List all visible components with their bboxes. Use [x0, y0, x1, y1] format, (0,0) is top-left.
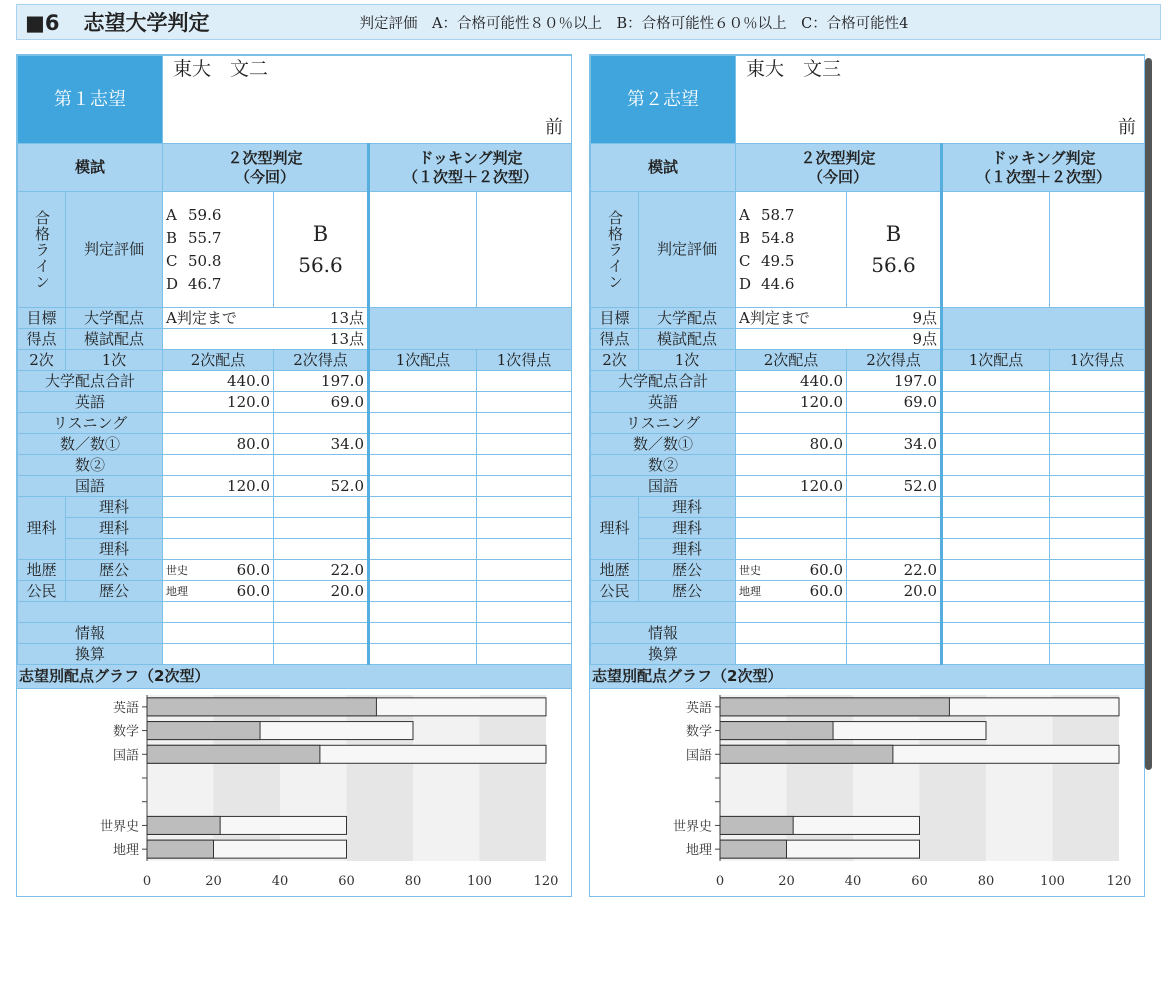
- chart-x-tick-label: 20: [778, 874, 795, 889]
- ichiji-haiten: [942, 518, 1050, 539]
- chart-category-label: 英語: [685, 700, 712, 716]
- chart-band: [347, 695, 414, 861]
- ichiji-haiten: [942, 560, 1050, 581]
- university-cell: [736, 56, 1145, 144]
- moshi-haiten-label: 模試配点: [639, 329, 736, 350]
- niji-tokuten: [274, 623, 369, 644]
- blank-cell: [369, 602, 477, 623]
- ichiji-tokuten: [477, 497, 572, 518]
- subject-label: 英語: [18, 392, 163, 413]
- grade-line: C 49.5: [739, 251, 795, 270]
- niji-haiten: 80.0: [163, 434, 274, 455]
- ichiji-haiten: [942, 539, 1050, 560]
- grade-line: B 54.8: [739, 228, 795, 247]
- niji-tokuten: [274, 497, 369, 518]
- ichiji-tokuten: [1050, 581, 1145, 602]
- tokuten-label: 得点: [591, 329, 639, 350]
- chart-band: [787, 695, 854, 861]
- university-name: 東大 文二: [173, 58, 269, 80]
- chart-bar-score: [147, 745, 320, 763]
- scrollbar[interactable]: [1145, 58, 1152, 770]
- niji-haiten: [163, 455, 274, 476]
- ichiji-haiten: [369, 560, 477, 581]
- niji-tokuten: [274, 539, 369, 560]
- ichiji-haiten: [942, 413, 1050, 434]
- moshi-haiten-label: 模試配点: [66, 329, 163, 350]
- grade-line: D 46.7: [166, 274, 222, 293]
- target-moshi: 9点: [736, 329, 942, 350]
- judgement-table: [17, 55, 572, 665]
- rika-subject-label: 理科: [66, 539, 163, 560]
- rika-subject-label: 理科: [66, 518, 163, 539]
- ichiji-haiten: [942, 476, 1050, 497]
- blank-cell: [847, 602, 942, 623]
- blank-cell: [163, 602, 274, 623]
- niji-haiten-header: 2次配点: [736, 350, 847, 371]
- square-mark: ■: [25, 11, 45, 35]
- chart-bar-score: [720, 722, 833, 740]
- subject-label: 情報: [591, 623, 736, 644]
- mae-label: 前: [545, 117, 564, 138]
- blank-cell: [477, 602, 572, 623]
- ichiji-tokuten: [1050, 518, 1145, 539]
- chart-category-label: 世界史: [672, 819, 712, 835]
- ichiji-haiten: [942, 434, 1050, 455]
- section-title: [17, 7, 209, 37]
- score-bar-chart-svg: [17, 689, 571, 897]
- ichiji-tokuten: [1050, 497, 1145, 518]
- chart-band: [280, 695, 347, 861]
- daigaku-haiten-label: 大学配点: [639, 308, 736, 329]
- ichiji-haiten: [369, 518, 477, 539]
- university-name: 東大 文三: [746, 58, 842, 80]
- judgement-grade: B: [885, 221, 902, 246]
- docking-cell-1: [942, 192, 1050, 308]
- section-header: [16, 4, 1161, 40]
- score-bar-chart: [17, 688, 571, 896]
- subject-label: リスニング: [591, 413, 736, 434]
- chart-band: [147, 695, 214, 861]
- mae-label: 前: [1118, 117, 1137, 138]
- niji-haiten: 世史 60.0: [163, 560, 274, 581]
- chireki-label: 地歴: [591, 560, 639, 581]
- ichiji-tokuten: [477, 434, 572, 455]
- niji-haiten: [163, 644, 274, 665]
- niji-tokuten: [847, 644, 942, 665]
- chart-x-tick-label: 80: [977, 874, 995, 889]
- grade-line: A 59.6: [166, 205, 222, 224]
- shibo-label: 第１志望: [18, 56, 163, 144]
- ichiji-tokuten: [1050, 371, 1145, 392]
- niji-haiten: [163, 413, 274, 434]
- graph-title: 志望別配点グラフ（2次型）: [17, 665, 571, 688]
- ichiji-haiten: [942, 623, 1050, 644]
- chart-x-tick-label: 100: [467, 874, 492, 889]
- niji-haiten: [736, 623, 847, 644]
- niji-tokuten: 22.0: [847, 560, 942, 581]
- niji-haiten: [163, 497, 274, 518]
- chart-x-tick-label: 40: [271, 874, 289, 889]
- niji-tokuten: [847, 623, 942, 644]
- subject-tag: 世史: [166, 563, 188, 577]
- grade-line: B 55.7: [166, 228, 222, 247]
- judgement-result: [847, 192, 942, 308]
- chart-category-label: 世界史: [99, 819, 139, 835]
- chart-x-tick-label: 120: [1106, 874, 1132, 889]
- chart-band: [853, 695, 920, 861]
- niji-tokuten: [847, 413, 942, 434]
- subject-label: 国語: [591, 476, 736, 497]
- blank-label: [591, 602, 736, 623]
- ichiji-haiten: [369, 497, 477, 518]
- subject-label: 国語: [18, 476, 163, 497]
- chart-bar-score: [147, 840, 214, 858]
- judgement-result: [274, 192, 369, 308]
- niji-col-label: 2次: [18, 350, 66, 371]
- docking-header: ドッキング判定 （１次型＋２次型）: [942, 144, 1145, 192]
- chart-x-tick-label: 80: [404, 874, 422, 889]
- subject-label: 数②: [18, 455, 163, 476]
- ichiji-haiten: [369, 476, 477, 497]
- chart-bar-score: [720, 698, 949, 716]
- score-bar-chart: [590, 688, 1144, 896]
- docking-target: [942, 308, 1145, 350]
- ichiji-haiten: [369, 581, 477, 602]
- shibo-label: 第２志望: [591, 56, 736, 144]
- ichiji-haiten: [369, 413, 477, 434]
- subject-label: 歴公: [639, 581, 736, 602]
- ichiji-haiten: [942, 497, 1050, 518]
- blank-cell: [942, 602, 1050, 623]
- niji-haiten: 120.0: [163, 476, 274, 497]
- grade-lines: [736, 192, 847, 308]
- niji-haiten: 440.0: [736, 371, 847, 392]
- chart-band: [920, 695, 987, 861]
- ichiji-tokuten-header: 1次得点: [477, 350, 572, 371]
- chart-x-tick-label: 0: [142, 874, 152, 889]
- ichiji-tokuten: [1050, 392, 1145, 413]
- university-cell: [163, 56, 572, 144]
- niji-tokuten: [274, 455, 369, 476]
- subject-label: 換算: [18, 644, 163, 665]
- docking-cell-2: [1050, 192, 1145, 308]
- ichiji-haiten: [942, 644, 1050, 665]
- mokuhyo-label: 目標: [591, 308, 639, 329]
- niji-header: ２次型判定 （今回）: [163, 144, 369, 192]
- ichiji-haiten: [942, 581, 1050, 602]
- chart-band: [480, 695, 547, 861]
- chireki-label: 地歴: [18, 560, 66, 581]
- hantei-hyoka-label: 判定評価: [639, 192, 736, 308]
- chart-band: [1053, 695, 1120, 861]
- grade-line: D 44.6: [739, 274, 795, 293]
- niji-col-label: 2次: [591, 350, 639, 371]
- ichiji-haiten: [369, 623, 477, 644]
- niji-haiten: [736, 539, 847, 560]
- target-moshi: 13点: [163, 329, 369, 350]
- chart-bar-score: [720, 745, 893, 763]
- subject-label: 大学配点合計: [591, 371, 736, 392]
- ichiji-tokuten: [477, 623, 572, 644]
- ichiji-tokuten: [477, 581, 572, 602]
- ichiji-tokuten: [1050, 455, 1145, 476]
- hantei-hyoka-label: 判定評価: [66, 192, 163, 308]
- chart-x-tick-label: 60: [338, 874, 355, 889]
- ichiji-haiten-header: 1次配点: [369, 350, 477, 371]
- rika-subject-label: 理科: [639, 497, 736, 518]
- grade-legend: 判定評価 A：合格可能性８０％以上 B：合格可能性６０％以上 C：合格可能性4: [359, 15, 909, 32]
- tokuten-label: 得点: [18, 329, 66, 350]
- subject-label: 歴公: [66, 581, 163, 602]
- judgement-table: [590, 55, 1145, 665]
- gokaku-line-label: 合格ライン: [591, 192, 639, 308]
- chart-band: [214, 695, 281, 861]
- subject-label: 数②: [591, 455, 736, 476]
- rika-subject-label: 理科: [639, 518, 736, 539]
- niji-haiten: 120.0: [736, 392, 847, 413]
- niji-tokuten-header: 2次得点: [274, 350, 369, 371]
- chart-category-label: 地理: [112, 843, 139, 859]
- ichiji-tokuten: [477, 560, 572, 581]
- chart-bar-score: [147, 816, 220, 834]
- judgement-grade: B: [312, 221, 329, 246]
- niji-tokuten: 197.0: [274, 371, 369, 392]
- chart-x-tick-label: 100: [1040, 874, 1065, 889]
- niji-tokuten: [847, 539, 942, 560]
- niji-haiten: 120.0: [163, 392, 274, 413]
- subject-label: 換算: [591, 644, 736, 665]
- niji-tokuten: 69.0: [847, 392, 942, 413]
- niji-haiten: 世史 60.0: [736, 560, 847, 581]
- niji-tokuten: 69.0: [274, 392, 369, 413]
- ichiji-tokuten: [477, 371, 572, 392]
- rika-subject-label: 理科: [66, 497, 163, 518]
- subject-label: 歴公: [639, 560, 736, 581]
- chart-x-tick-label: 20: [205, 874, 222, 889]
- subject-label: 数／数①: [591, 434, 736, 455]
- niji-tokuten: 34.0: [274, 434, 369, 455]
- subject-label: 数／数①: [18, 434, 163, 455]
- shibo-panel-1: [16, 54, 572, 897]
- docking-cell-1: [369, 192, 477, 308]
- niji-haiten: [736, 497, 847, 518]
- niji-haiten: 地理 60.0: [163, 581, 274, 602]
- ichiji-tokuten: [1050, 413, 1145, 434]
- rika-subject-label: 理科: [639, 539, 736, 560]
- ichiji-tokuten: [477, 392, 572, 413]
- blank-cell: [274, 602, 369, 623]
- ichiji-tokuten: [1050, 644, 1145, 665]
- ichiji-haiten: [369, 539, 477, 560]
- ichiji-haiten-header: 1次配点: [942, 350, 1050, 371]
- ichiji-col-label: 1次: [639, 350, 736, 371]
- niji-haiten: [736, 413, 847, 434]
- docking-header: ドッキング判定 （１次型＋２次型）: [369, 144, 572, 192]
- niji-tokuten: 197.0: [847, 371, 942, 392]
- chart-category-label: 数学: [112, 724, 139, 740]
- chart-category-label: 数学: [685, 724, 712, 740]
- chart-category-label: 国語: [685, 748, 712, 764]
- niji-tokuten: [274, 644, 369, 665]
- subject-tag: 地理: [166, 584, 188, 598]
- niji-haiten: [163, 518, 274, 539]
- niji-tokuten: [274, 518, 369, 539]
- ichiji-haiten: [369, 371, 477, 392]
- chart-category-label: 国語: [112, 748, 139, 764]
- ichiji-tokuten: [477, 539, 572, 560]
- ichiji-tokuten: [1050, 560, 1145, 581]
- ichiji-haiten: [369, 644, 477, 665]
- grade-line: A 58.7: [739, 205, 795, 224]
- blank-cell: [1050, 602, 1145, 623]
- chart-band: [986, 695, 1053, 861]
- subject-tag: 地理: [739, 584, 761, 598]
- ichiji-tokuten: [1050, 539, 1145, 560]
- niji-header: ２次型判定 （今回）: [736, 144, 942, 192]
- docking-cell-2: [477, 192, 572, 308]
- niji-haiten: [736, 518, 847, 539]
- niji-tokuten: 20.0: [274, 581, 369, 602]
- ichiji-tokuten: [1050, 434, 1145, 455]
- niji-haiten: [736, 455, 847, 476]
- niji-tokuten: [847, 497, 942, 518]
- chart-category-label: 英語: [112, 700, 139, 716]
- niji-tokuten: 22.0: [274, 560, 369, 581]
- ichiji-tokuten: [1050, 623, 1145, 644]
- niji-haiten: 地理 60.0: [736, 581, 847, 602]
- score-bar-chart-svg: [590, 689, 1144, 897]
- ichiji-tokuten: [477, 476, 572, 497]
- chart-x-tick-label: 0: [715, 874, 725, 889]
- chart-bar-score: [147, 698, 376, 716]
- ichiji-haiten: [942, 392, 1050, 413]
- subject-label: リスニング: [18, 413, 163, 434]
- niji-haiten-header: 2次配点: [163, 350, 274, 371]
- mokuhyo-label: 目標: [18, 308, 66, 329]
- ichiji-col-label: 1次: [66, 350, 163, 371]
- judgement-score: 56.6: [871, 252, 916, 277]
- ichiji-tokuten: [477, 413, 572, 434]
- ichiji-haiten: [942, 371, 1050, 392]
- ichiji-tokuten: [477, 644, 572, 665]
- ichiji-haiten: [369, 434, 477, 455]
- ichiji-tokuten-header: 1次得点: [1050, 350, 1145, 371]
- niji-tokuten: [274, 413, 369, 434]
- ichiji-tokuten: [477, 518, 572, 539]
- judgement-score: 56.6: [298, 252, 343, 277]
- chart-x-tick-label: 40: [844, 874, 862, 889]
- ichiji-haiten: [369, 455, 477, 476]
- ichiji-haiten: [369, 392, 477, 413]
- section-title-text: 志望大学判定: [83, 11, 210, 35]
- moshi-header: 模試: [591, 144, 736, 192]
- niji-tokuten: 34.0: [847, 434, 942, 455]
- subject-label: 情報: [18, 623, 163, 644]
- niji-haiten: [163, 623, 274, 644]
- daigaku-haiten-label: 大学配点: [66, 308, 163, 329]
- niji-tokuten: [847, 518, 942, 539]
- komin-label: 公民: [18, 581, 66, 602]
- target-univ: A判定まで 13点: [163, 308, 369, 329]
- chart-bar-score: [720, 816, 793, 834]
- chart-bar-score: [147, 722, 260, 740]
- niji-tokuten: 20.0: [847, 581, 942, 602]
- subject-tag: 世史: [739, 563, 761, 577]
- blank-cell: [736, 602, 847, 623]
- ichiji-haiten: [942, 455, 1050, 476]
- ichiji-tokuten: [1050, 476, 1145, 497]
- niji-tokuten: [847, 455, 942, 476]
- niji-tokuten-header: 2次得点: [847, 350, 942, 371]
- niji-haiten: 440.0: [163, 371, 274, 392]
- niji-haiten: 120.0: [736, 476, 847, 497]
- gokaku-line-label: 合格ライン: [18, 192, 66, 308]
- chart-x-tick-label: 120: [533, 874, 559, 889]
- ichiji-tokuten: [477, 455, 572, 476]
- niji-haiten: [736, 644, 847, 665]
- niji-haiten: 80.0: [736, 434, 847, 455]
- moshi-header: 模試: [18, 144, 163, 192]
- target-univ: A判定まで 9点: [736, 308, 942, 329]
- subject-label: 歴公: [66, 560, 163, 581]
- blank-label: [18, 602, 163, 623]
- niji-haiten: [163, 539, 274, 560]
- grade-lines: [163, 192, 274, 308]
- rika-group-label: 理科: [591, 497, 639, 560]
- docking-target: [369, 308, 572, 350]
- chart-band: [720, 695, 787, 861]
- chart-x-tick-label: 60: [911, 874, 928, 889]
- subject-label: 英語: [591, 392, 736, 413]
- section-number: 6: [44, 11, 60, 35]
- graph-title: 志望別配点グラフ（2次型）: [590, 665, 1144, 688]
- chart-category-label: 地理: [685, 843, 712, 859]
- grade-line: C 50.8: [166, 251, 222, 270]
- shibo-panel-2: [589, 54, 1145, 897]
- subject-label: 大学配点合計: [18, 371, 163, 392]
- niji-tokuten: 52.0: [274, 476, 369, 497]
- chart-band: [413, 695, 480, 861]
- chart-bar-score: [720, 840, 787, 858]
- niji-tokuten: 52.0: [847, 476, 942, 497]
- komin-label: 公民: [591, 581, 639, 602]
- rika-group-label: 理科: [18, 497, 66, 560]
